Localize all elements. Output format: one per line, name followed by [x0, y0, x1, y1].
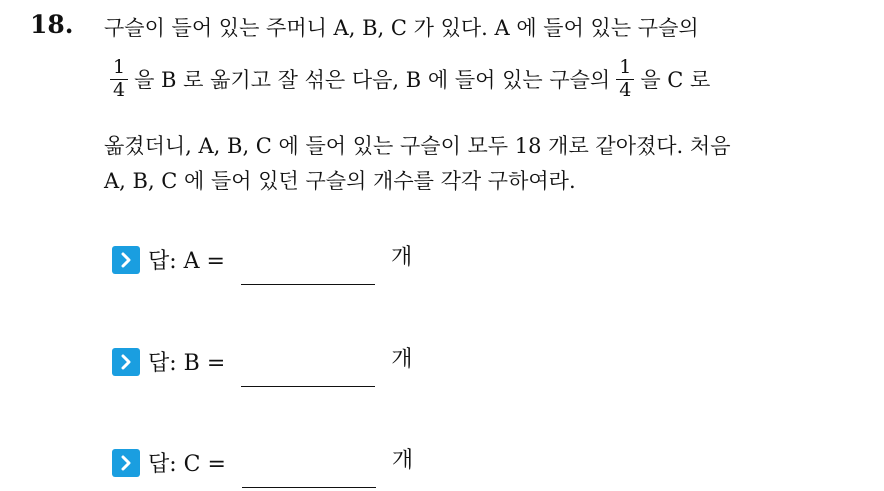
problem-text-4: A, B, C 에 들어 있던 구슬의 개수를 각각 구하여라. — [104, 169, 576, 193]
problem-line-1 — [104, 12, 699, 42]
answer-label-c: 답: C = — [148, 452, 226, 477]
chevron-right-icon — [112, 348, 140, 376]
answer-blank-b[interactable] — [241, 356, 375, 387]
answer-label-b: 답: B = — [148, 351, 226, 376]
problem-line-2 — [104, 58, 710, 101]
chevron-right-icon — [112, 246, 140, 274]
answer-unit-c: 개 — [391, 448, 414, 473]
problem-text-2b: 을 C 로 — [640, 68, 711, 93]
answer-row-a — [112, 244, 412, 275]
problem-text-1: 구슬이 들어 있는 주머니 A, B, C 가 있다. A 에 들어 있는 구슬의 — [104, 16, 699, 40]
answer-row-b — [112, 346, 413, 377]
fraction-2: $\frac{1}{4}$ — [616, 58, 634, 101]
fraction-1: $\frac{1}{4}$ — [110, 58, 128, 101]
answer-blank-c[interactable] — [242, 457, 376, 488]
problem-text-3: 옮겼더니, A, B, C 에 들어 있는 구슬이 모두 18 개로 같아졌다. 처음 — [104, 134, 731, 158]
chevron-right-icon — [112, 449, 140, 477]
problem-text-2a: 을 B 로 옮기고 잘 섞은 다음, B 에 들어 있는 구슬의 — [134, 68, 611, 93]
problem-line-4 — [104, 165, 576, 195]
problem-line-3 — [104, 130, 730, 160]
answer-blank-a[interactable] — [241, 254, 375, 285]
answer-unit-b: 개 — [391, 347, 413, 372]
answer-unit-a: 개 — [390, 245, 413, 270]
problem-number: 18. — [30, 10, 74, 39]
answer-row-c — [112, 447, 413, 478]
answer-label-a: 답: A = — [148, 249, 225, 274]
